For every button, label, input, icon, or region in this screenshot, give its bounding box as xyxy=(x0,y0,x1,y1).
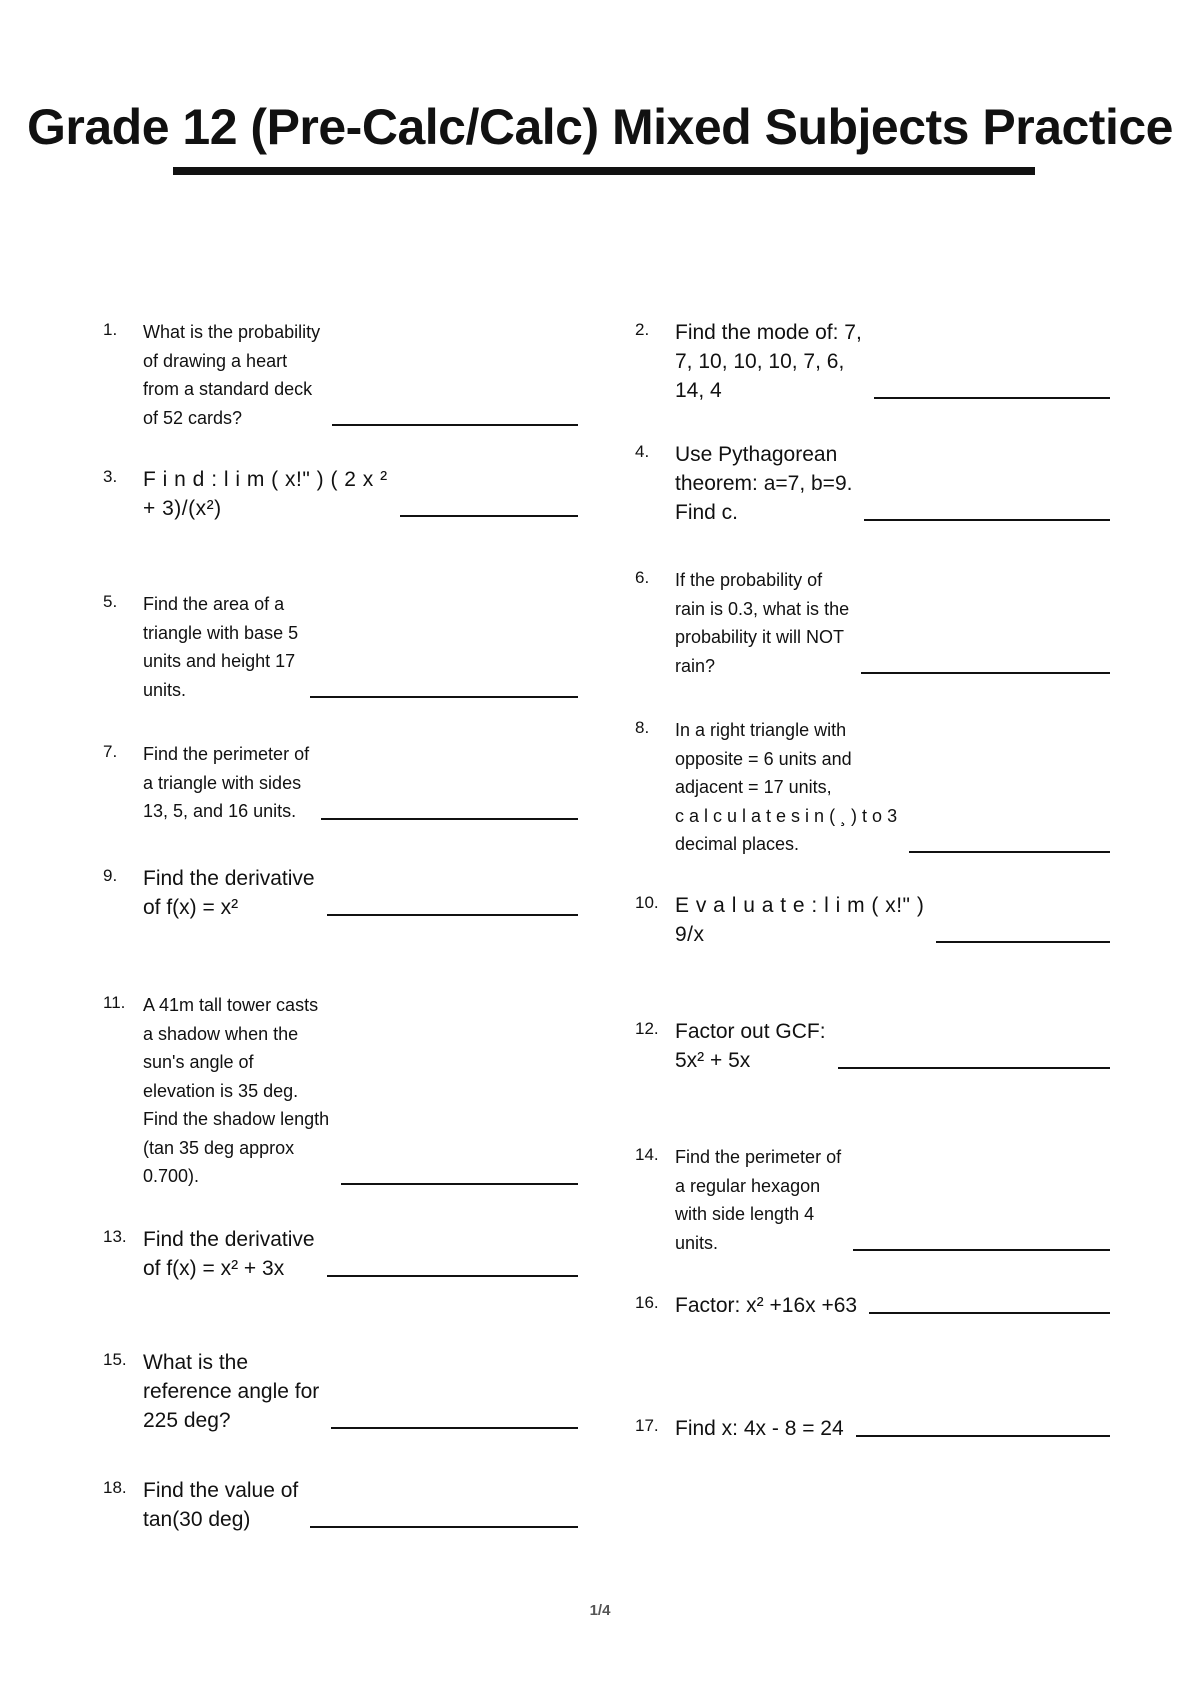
answer-blank[interactable] xyxy=(341,1182,578,1185)
page-number: 1/4 xyxy=(589,1602,611,1619)
question-text: What is the probability of drawing a heart from a standard deck of 52 cards? xyxy=(143,322,321,428)
answer-blank[interactable] xyxy=(327,1274,578,1277)
answer-blank[interactable] xyxy=(869,1311,1110,1314)
answer-blank[interactable] xyxy=(327,913,578,916)
question-18 xyxy=(103,1476,578,1534)
question-number: 9. xyxy=(103,866,118,885)
question-7 xyxy=(103,740,578,826)
question-text: Find the derivative of f(x) = x² xyxy=(143,867,315,919)
question-15 xyxy=(103,1348,578,1435)
answer-blank[interactable] xyxy=(853,1248,1110,1251)
question-13 xyxy=(103,1225,578,1283)
question-text: If the probability of rain is 0.3, what is the probability it will NOT rain? xyxy=(675,570,850,676)
answer-blank[interactable] xyxy=(856,1434,1110,1437)
question-text: Find the area of a triangle with base 5 units and height 17 units. xyxy=(143,594,299,700)
question-6 xyxy=(635,566,1110,680)
question-text: What is the reference angle for 225 deg? xyxy=(143,1351,320,1432)
question-number: 15. xyxy=(103,1350,127,1369)
answer-blank[interactable] xyxy=(310,695,578,698)
question-text: In a right triangle with opposite = 6 units and adjacent = 17 units, c a l c u l a t e s i n ( ¸ ) t o 3 decimal places. xyxy=(675,720,898,854)
question-1 xyxy=(103,318,578,432)
answer-blank[interactable] xyxy=(332,423,578,426)
question-2 xyxy=(635,318,1110,405)
question-number: 6. xyxy=(635,568,650,587)
question-text: F i n d : l i m ( x!" ) ( 2 x ² + 3)/(x²) xyxy=(143,468,388,520)
answer-blank[interactable] xyxy=(874,396,1110,399)
question-text: Find the value of tan(30 deg) xyxy=(143,1479,299,1531)
question-17 xyxy=(635,1414,1110,1443)
answer-blank[interactable] xyxy=(321,817,578,820)
question-number: 17. xyxy=(635,1416,659,1435)
question-number: 18. xyxy=(103,1478,127,1497)
question-text: Find x: 4x - 8 = 24 xyxy=(675,1417,844,1440)
title-underline xyxy=(173,167,1035,175)
question-number: 2. xyxy=(635,320,650,339)
answer-blank[interactable] xyxy=(864,518,1110,521)
question-text: Factor: x² +16x +63 xyxy=(675,1294,858,1317)
question-text: A 41m tall tower casts a shadow when the sun's angle of elevation is 35 deg. Find the shadow length (tan 35 deg approx 0.700). xyxy=(143,995,330,1186)
question-number: 10. xyxy=(635,893,659,912)
question-number: 12. xyxy=(635,1019,659,1038)
question-10 xyxy=(635,891,1110,949)
question-16 xyxy=(635,1291,1110,1320)
answer-blank[interactable] xyxy=(936,940,1110,943)
question-text: E v a l u a t e : l i m ( x!" ) 9/x xyxy=(675,894,925,946)
question-text: Find the perimeter of a regular hexagon with side length 4 units. xyxy=(675,1147,842,1253)
question-number: 13. xyxy=(103,1227,127,1246)
question-14 xyxy=(635,1143,1110,1257)
answer-blank[interactable] xyxy=(861,671,1110,674)
question-11 xyxy=(103,991,578,1191)
question-number: 11. xyxy=(103,993,126,1012)
question-3 xyxy=(103,465,578,523)
question-number: 7. xyxy=(103,742,118,761)
question-number: 14. xyxy=(635,1145,659,1164)
question-4 xyxy=(635,440,1110,527)
question-12 xyxy=(635,1017,1110,1075)
question-9 xyxy=(103,864,578,922)
question-number: 4. xyxy=(635,442,650,461)
question-5 xyxy=(103,590,578,704)
question-number: 1. xyxy=(103,320,118,339)
question-text: Find the derivative of f(x) = x² + 3x xyxy=(143,1228,315,1280)
answer-blank[interactable] xyxy=(310,1525,578,1528)
answer-blank[interactable] xyxy=(909,850,1110,853)
answer-blank[interactable] xyxy=(400,514,578,517)
question-number: 8. xyxy=(635,718,650,737)
question-number: 16. xyxy=(635,1293,659,1312)
answer-blank[interactable] xyxy=(838,1066,1110,1069)
question-text: Find the mode of: 7, 7, 10, 10, 10, 7, 6, 14, 4 xyxy=(675,321,862,402)
page-title: Grade 12 (Pre-Calc/Calc) Mixed Subjects Practice xyxy=(27,99,1173,155)
question-number: 5. xyxy=(103,592,118,611)
question-number: 3. xyxy=(103,467,118,486)
question-text: Factor out GCF: 5x² + 5x xyxy=(675,1020,826,1072)
question-8 xyxy=(635,716,1110,859)
question-text: Find the perimeter of a triangle with sides 13, 5, and 16 units. xyxy=(143,744,310,821)
answer-blank[interactable] xyxy=(331,1426,578,1429)
question-text: Use Pythagorean theorem: a=7, b=9. Find c. xyxy=(675,443,853,524)
